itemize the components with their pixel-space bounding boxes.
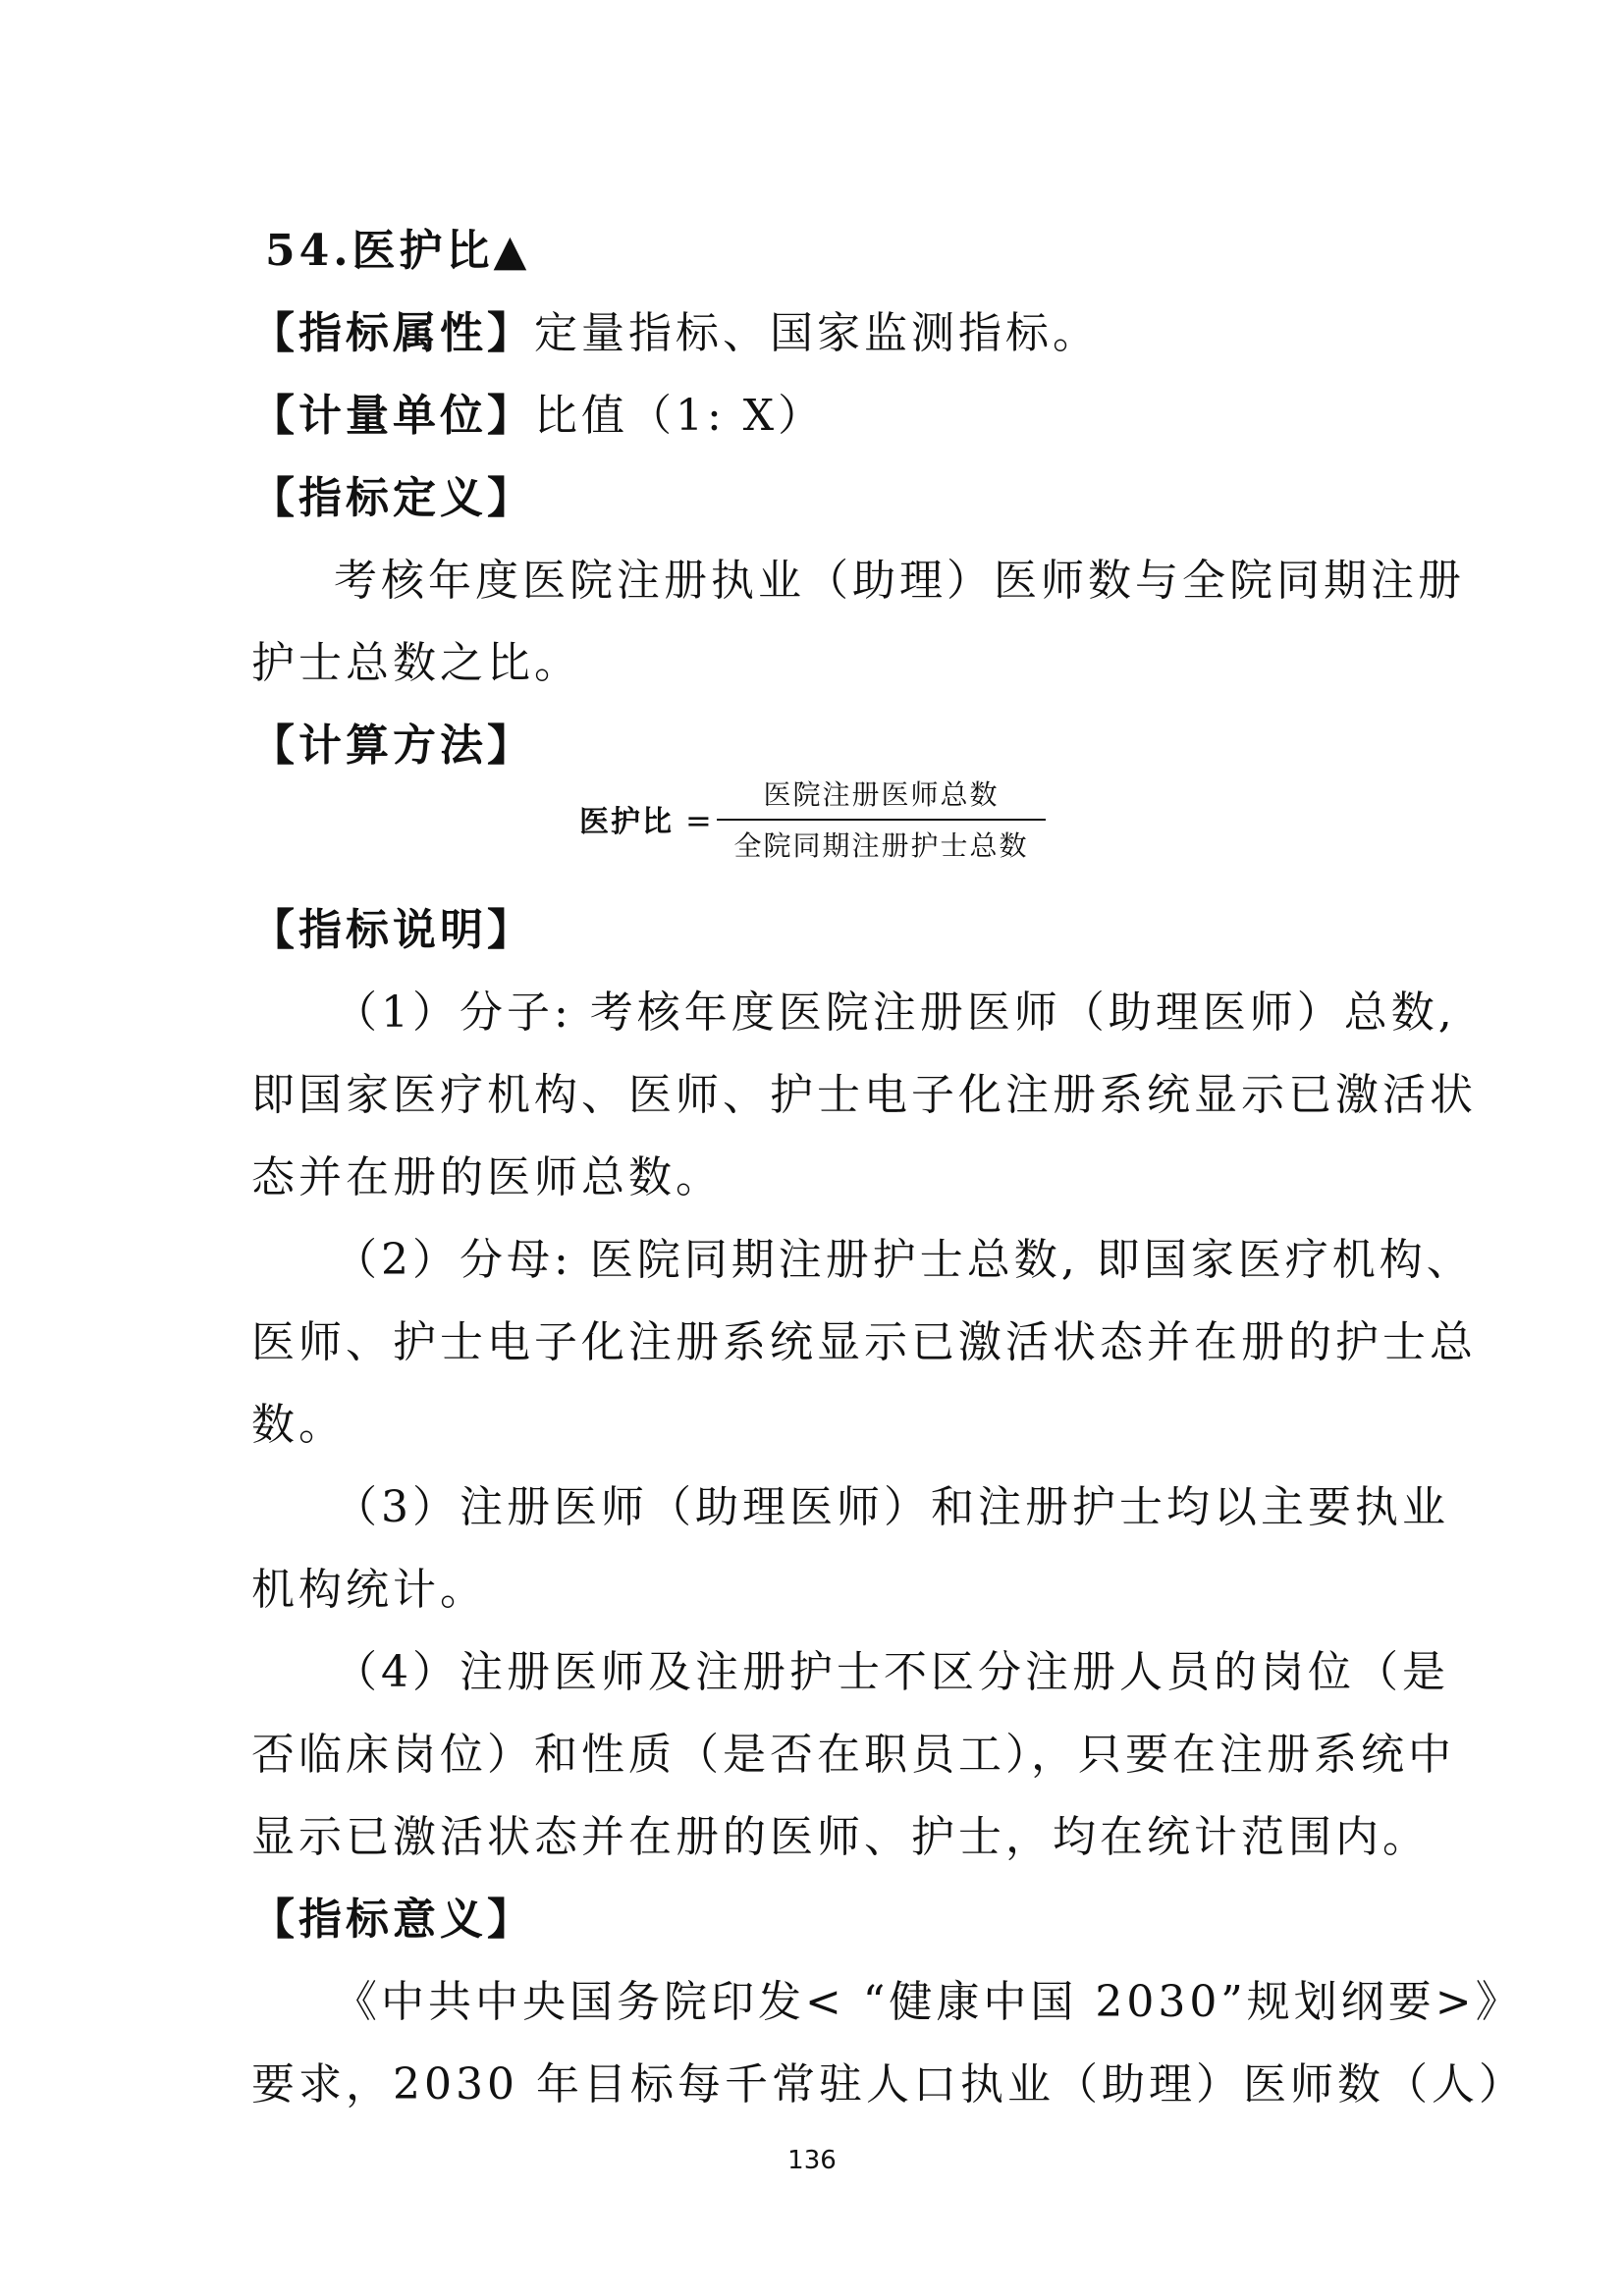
unit-line [251,387,1380,446]
explanation-line: 即国家医疗机构、医师、护士电子化注册系统显示已激活状 [251,1070,1477,1120]
fraction-bar [717,819,1046,821]
explanation-label: 【指标说明】 [251,905,534,955]
formula-numerator: 医院注册医师总数 [763,778,1000,811]
significance-line: 《中共中央国务院印发< “健康中国 2030”规划纲要>》 [334,1977,1523,2027]
formula [579,775,1070,883]
formula-denominator: 全院同期注册护士总数 [733,829,1029,862]
explanation-line: 否临床岗位）和性质（是否在职员工），只要在注册系统中 [251,1730,1455,1780]
unit-value: 比值（1: X） [534,391,826,441]
unit-label: 【计量单位】 [251,391,534,441]
significance-label: 【指标意义】 [251,1895,534,1945]
explanation-line: （4）注册医师及注册护士不区分注册人员的岗位（是 [334,1647,1449,1697]
calculation-label: 【计算方法】 [251,721,534,771]
formula-lhs: 医护比 [579,805,674,839]
explanation-line: （3）注册医师（助理医师）和注册护士均以主要执业 [334,1482,1449,1532]
formula-equals: = [685,802,712,839]
definition-line: 护士总数之比。 [251,638,581,688]
formula-fraction [717,775,1046,866]
significance-line: 要求，2030 年目标每千常驻人口执业（助理）医师数（人） [251,2059,1526,2109]
attribute-label: 【指标属性】 [251,308,534,358]
explanation-line: 机构统计。 [251,1565,487,1615]
definition-line: 考核年度医院注册执业（助理）医师数与全院同期注册 [334,556,1465,606]
explanation-line: 医师、护士电子化注册系统显示已激活状态并在册的护士总 [251,1317,1477,1367]
attribute-line [251,304,1380,363]
explanation-line: （1）分子: 考核年度医院注册医师（助理医师）总数, [334,988,1456,1038]
explanation-line: 数。 [251,1400,346,1450]
attribute-value: 定量指标、国家监测指标。 [534,308,1100,358]
section-title: 54.医护比▲ [265,226,531,276]
explanation-line: 态并在册的医师总数。 [251,1152,723,1202]
page-number: 136 [787,2146,837,2175]
explanation-line: （2）分母: 医院同期注册护士总数, 即国家医疗机构、 [334,1235,1474,1285]
definition-label: 【指标定义】 [251,473,534,523]
explanation-line: 显示已激活状态并在册的医师、护士，均在统计范围内。 [251,1812,1430,1862]
